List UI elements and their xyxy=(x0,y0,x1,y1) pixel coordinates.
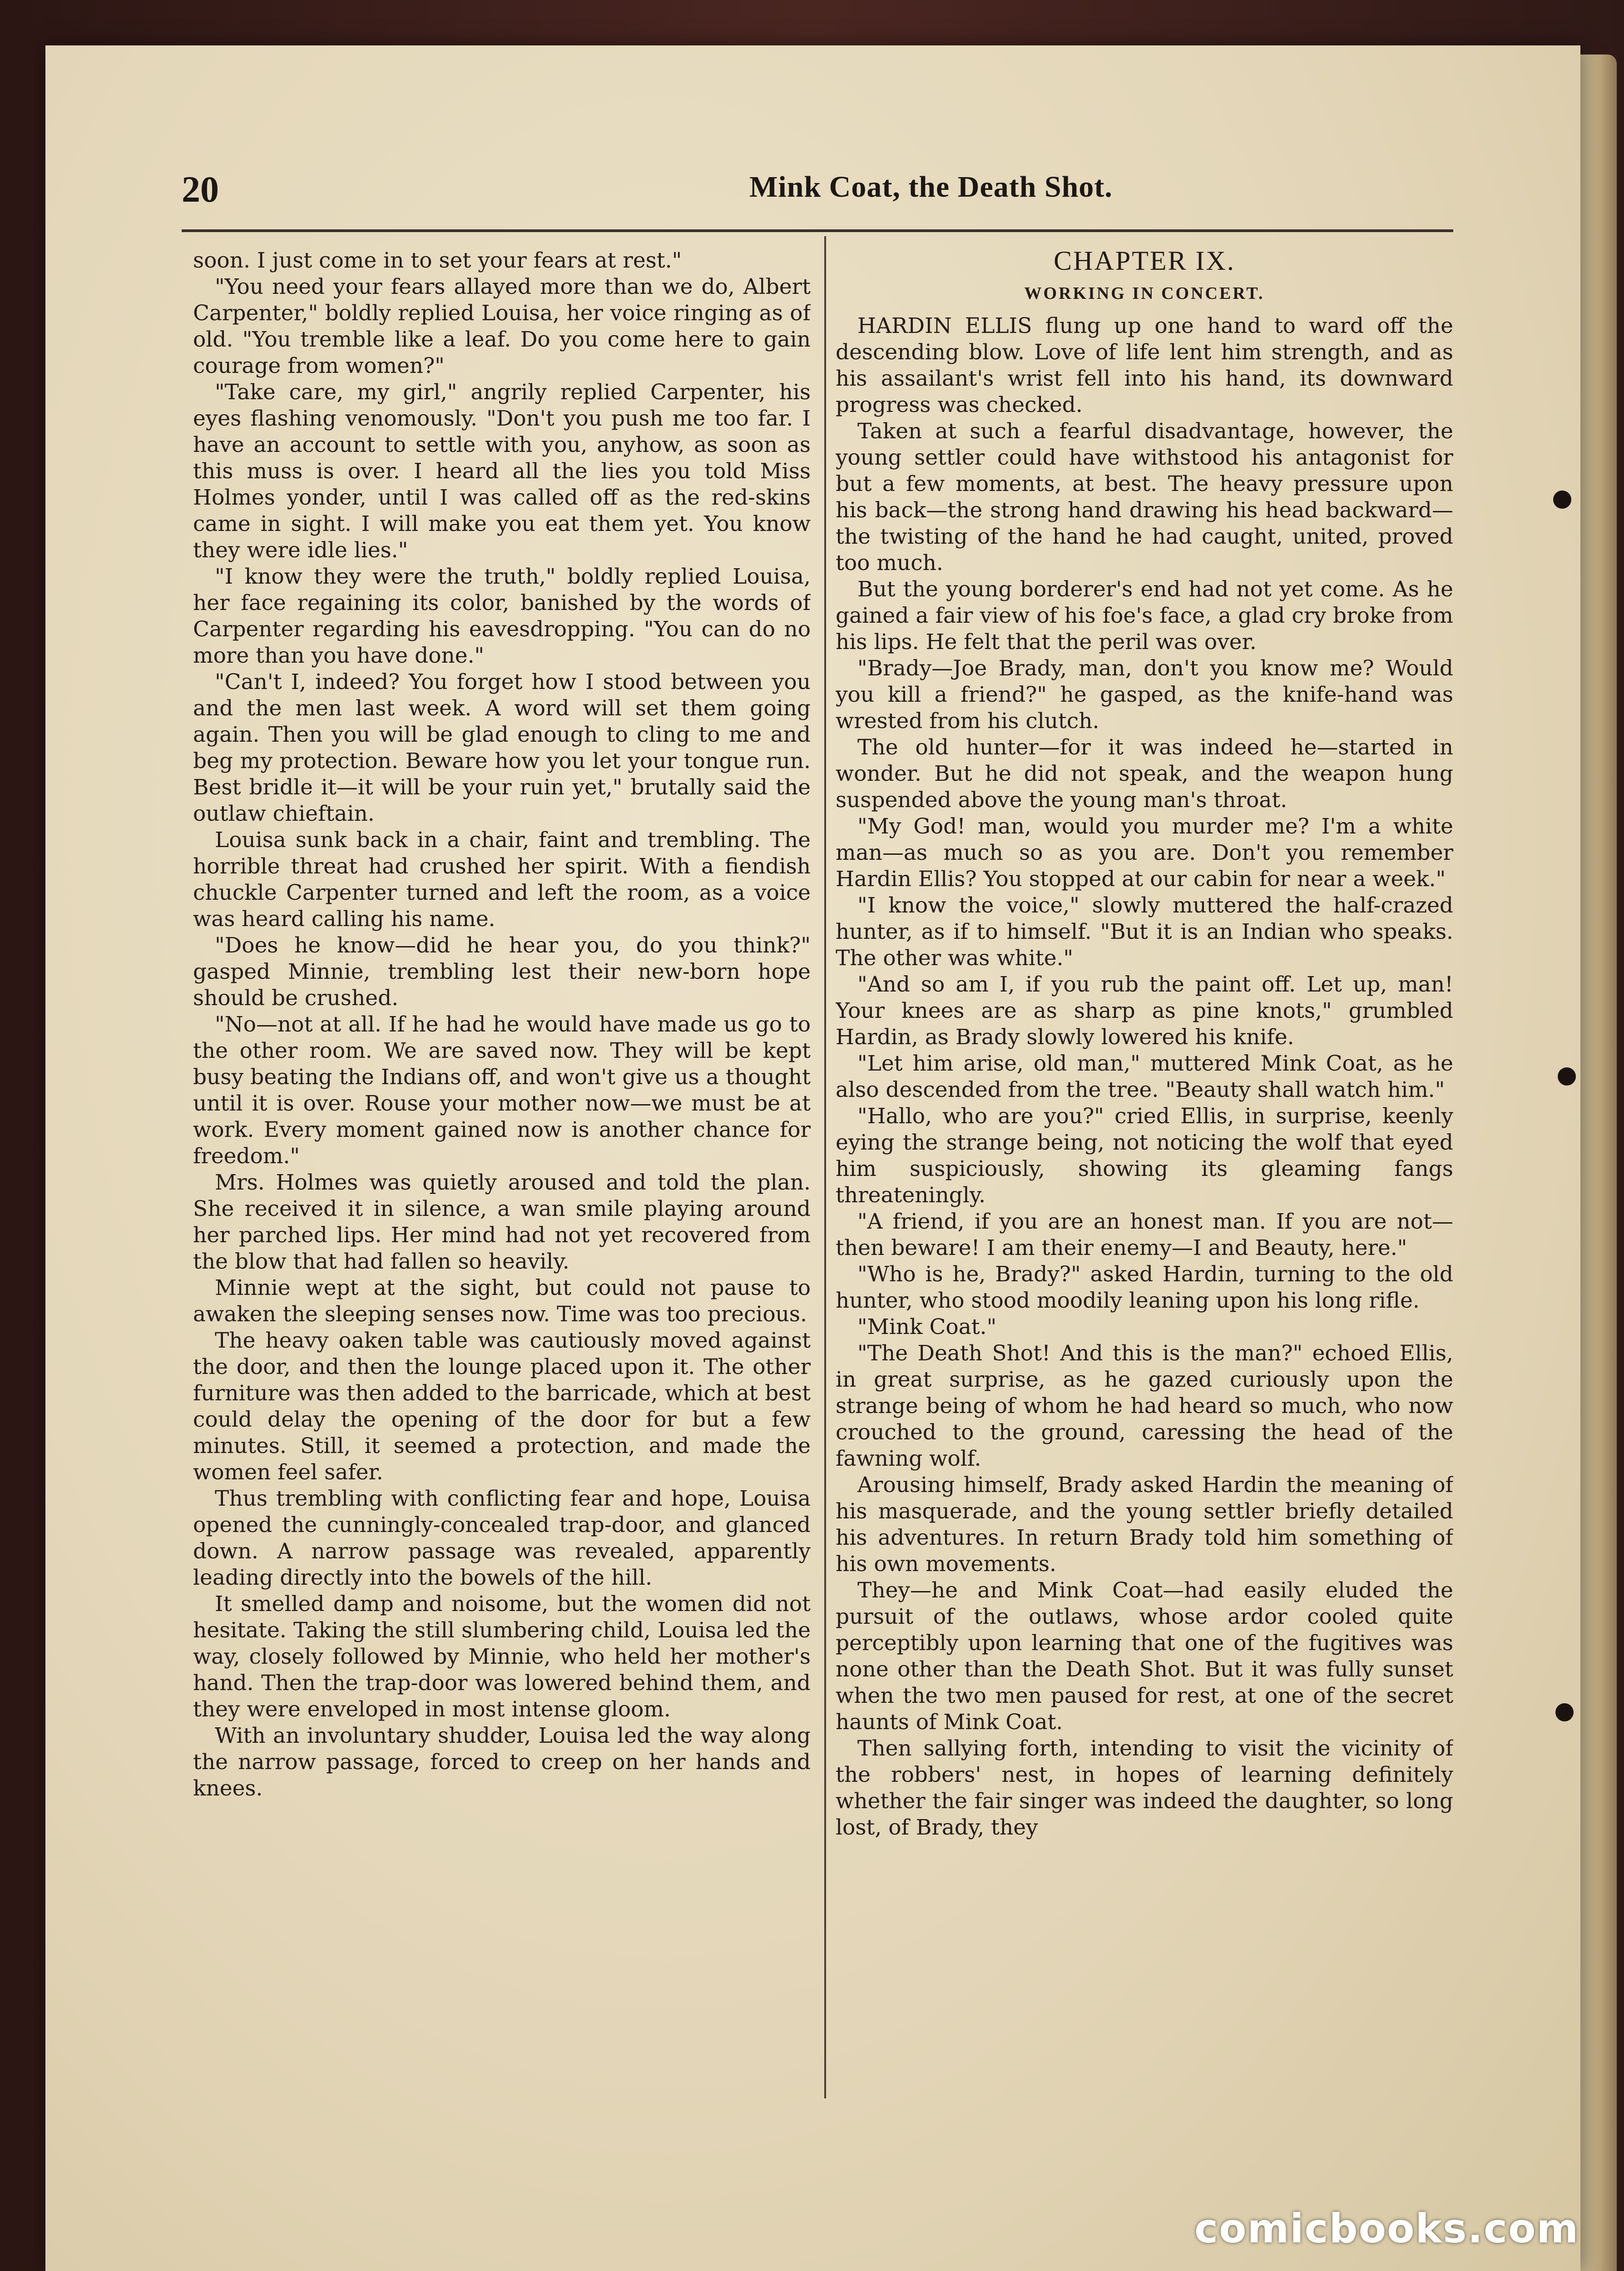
paragraph: The heavy oaken table was cautiously moved against the door, and then the lounge placed upon it. The other furniture was then added to the barricade, which at best could delay the opening of the door for but a few minutes. Still, it seemed a protection, and made the women feel safer. xyxy=(193,1328,811,1485)
paragraph: It smelled damp and noisome, but the women did not hesitate. Taking the still slumbering child, Louisa led the way, closely followed by Minnie, who held her mother's hand. Then the trap-door was lowered behind them, and they were enveloped in most intense gloom. xyxy=(193,1592,811,1722)
paragraph: soon. I just come in to set your fears at rest." xyxy=(193,248,682,273)
binding-hole xyxy=(1553,491,1571,509)
column-divider xyxy=(824,236,826,2098)
page-title: Mink Coat, the Death Shot. xyxy=(749,170,1113,203)
paragraph: They—he and Mink Coat—had easily eluded the pursuit of the outlaws, whose ardor cooled quite perceptibly upon learning that one of the fugitives was none other than the Death Shot. But it was fully sunset when the two men paused for rest, at one of the secret haunts of Mink Coat. xyxy=(836,1578,1453,1735)
paragraph: "A friend, if you are an honest man. If you are not—then beware! I am their enemy—I and Beauty, here." xyxy=(836,1209,1453,1260)
chapter-number: CHAPTER IX. xyxy=(1054,248,1235,276)
page-number: 20 xyxy=(182,169,219,210)
binding-hole xyxy=(1558,1067,1576,1086)
paragraph: "I know they were the truth," boldly replied Louisa, her face regaining its color, banished by the words of Carpenter regarding his eavesdropping. "You can do no more than you have done." xyxy=(193,564,811,668)
paragraph: With an involuntary shudder, Louisa led the way along the narrow passage, forced to creep on her hands and knees. xyxy=(193,1723,811,1801)
paragraph: "Let him arise, old man," muttered Mink Coat, as he also descended from the tree. "Beauty shall watch him." xyxy=(836,1051,1453,1102)
paragraph: Then sallying forth, intending to visit the vicinity of the robbers' nest, in hopes of learning definitely whether the fair singer was indeed the daughter, so long lost, of Brady, they xyxy=(836,1736,1453,1840)
paragraph: Thus trembling with conflicting fear and hope, Louisa opened the cunningly-concealed trap-door, and glanced down. A narrow passage was revealed, apparently leading directly into the bowels of the hill. xyxy=(193,1486,811,1590)
paragraph: "No—not at all. If he had he would have made us go to the other room. We are saved now. They will be kept busy beating the Indians off, and won't give us a thought until it is over. Rouse your mother now—we must be at work. Every moment gained now is another chance for freedom." xyxy=(193,1012,811,1169)
paragraph: Louisa sunk back in a chair, faint and trembling. The horrible threat had crushed her spirit. With a fiendish chuckle Carpenter turned and left the room, as a voice was heard calling his name. xyxy=(193,828,811,932)
header-rule xyxy=(182,229,1453,232)
chapter-title: WORKING IN CONCERT. xyxy=(1024,284,1265,303)
paragraph: "The Death Shot! And this is the man?" echoed Ellis, in great surprise, as he gazed curiously upon the strange being of whom he had heard so much, who now crouched to the ground, caressing the head of the fawning wolf. xyxy=(836,1341,1453,1471)
page-edge xyxy=(1576,55,1617,2271)
paragraph: HARDIN ELLIS flung up one hand to ward off the descending blow. Love of life lent him strength, and as his assailant's wrist fell into his hand, its downward progress was checked. xyxy=(836,313,1453,417)
paragraph: "I know the voice," slowly muttered the half-crazed hunter, as if to himself. "But it is an Indian who speaks. The other was white." xyxy=(836,893,1453,971)
paragraph: "Does he know—did he hear you, do you think?" gasped Minnie, trembling lest their new-born hope should be crushed. xyxy=(193,933,811,1011)
paragraph: Minnie wept at the sight, but could not pause to awaken the sleeping senses now. Time was too precious. xyxy=(193,1275,811,1327)
paragraph: Taken at such a fearful disadvantage, however, the young settler could have withstood his antagonist for but a few moments, at best. The heavy pressure upon his back—the strong hand drawing his head backward—the twisting of the hand he had caught, united, proved too much. xyxy=(836,419,1453,575)
paragraph: "My God! man, would you murder me? I'm a white man—as much so as you are. Don't you remember Hardin Ellis? You stopped at our cabin for near a week." xyxy=(836,814,1453,892)
paragraph: "You need your fears allayed more than we do, Albert Carpenter," boldly replied Louisa, her voice ringing as of old. "You tremble like a leaf. Do you come here to gain courage from women?" xyxy=(193,274,811,378)
paragraph: "And so am I, if you rub the paint off. Let up, man! Your knees are as sharp as pine knots," grumbled Hardin, as Brady slowly lowered his knife. xyxy=(836,972,1453,1050)
paragraph: "Who is he, Brady?" asked Hardin, turning to the old hunter, who stood moodily leaning upon his long rifle. xyxy=(836,1262,1453,1313)
paragraph: "Take care, my girl," angrily replied Carpenter, his eyes flashing venomously. "Don't you push me too far. I have an account to settle with you, anyhow, as soon as this muss is over. I heard all the lies you told Miss Holmes yonder, until I was called off as the red-skins came in sight. I will make you eat them yet. You know they were idle lies." xyxy=(193,380,811,563)
paragraph: The old hunter—for it was indeed he—started in wonder. But he did not speak, and the weapon hung suspended above the young man's throat. xyxy=(836,735,1453,813)
paragraph: "Can't I, indeed? You forget how I stood between you and the men last week. A word will set them going again. Then you will be glad enough to cling to me and beg my protection. Beware how you let your tongue run. Best bridle it—it will be your ruin yet," brutally said the outlaw chieftain. xyxy=(193,669,811,826)
paragraph: Mrs. Holmes was quietly aroused and told the plan. She received it in silence, a wan smile playing around her parched lips. Her mind had not yet recovered from the blow that had fallen so heavily. xyxy=(193,1170,811,1274)
right-column xyxy=(836,248,1453,2110)
binding-hole xyxy=(1555,1703,1574,1721)
paragraph: "Hallo, who are you?" cried Ellis, in surprise, keenly eying the strange being, not noticing the wolf that eyed him suspiciously, showing its gleaming fangs threateningly. xyxy=(836,1104,1453,1208)
watermark-text: comicbooks.com xyxy=(1194,2205,1579,2252)
paragraph: But the young borderer's end had not yet come. As he gained a fair view of his foe's face, a glad cry broke from his lips. He felt that the peril was over. xyxy=(836,577,1453,655)
running-head xyxy=(182,168,1453,218)
paragraph: "Brady—Joe Brady, man, don't you know me? Would you kill a friend?" he gasped, as the knife-hand was wrested from his clutch. xyxy=(836,656,1453,734)
paragraph: Arousing himself, Brady asked Hardin the meaning of his masquerade, and the young settler briefly detailed his adventures. In return Brady told him something of his own movements. xyxy=(836,1473,1453,1577)
left-column xyxy=(193,248,811,2110)
paragraph: "Mink Coat." xyxy=(857,1314,997,1339)
